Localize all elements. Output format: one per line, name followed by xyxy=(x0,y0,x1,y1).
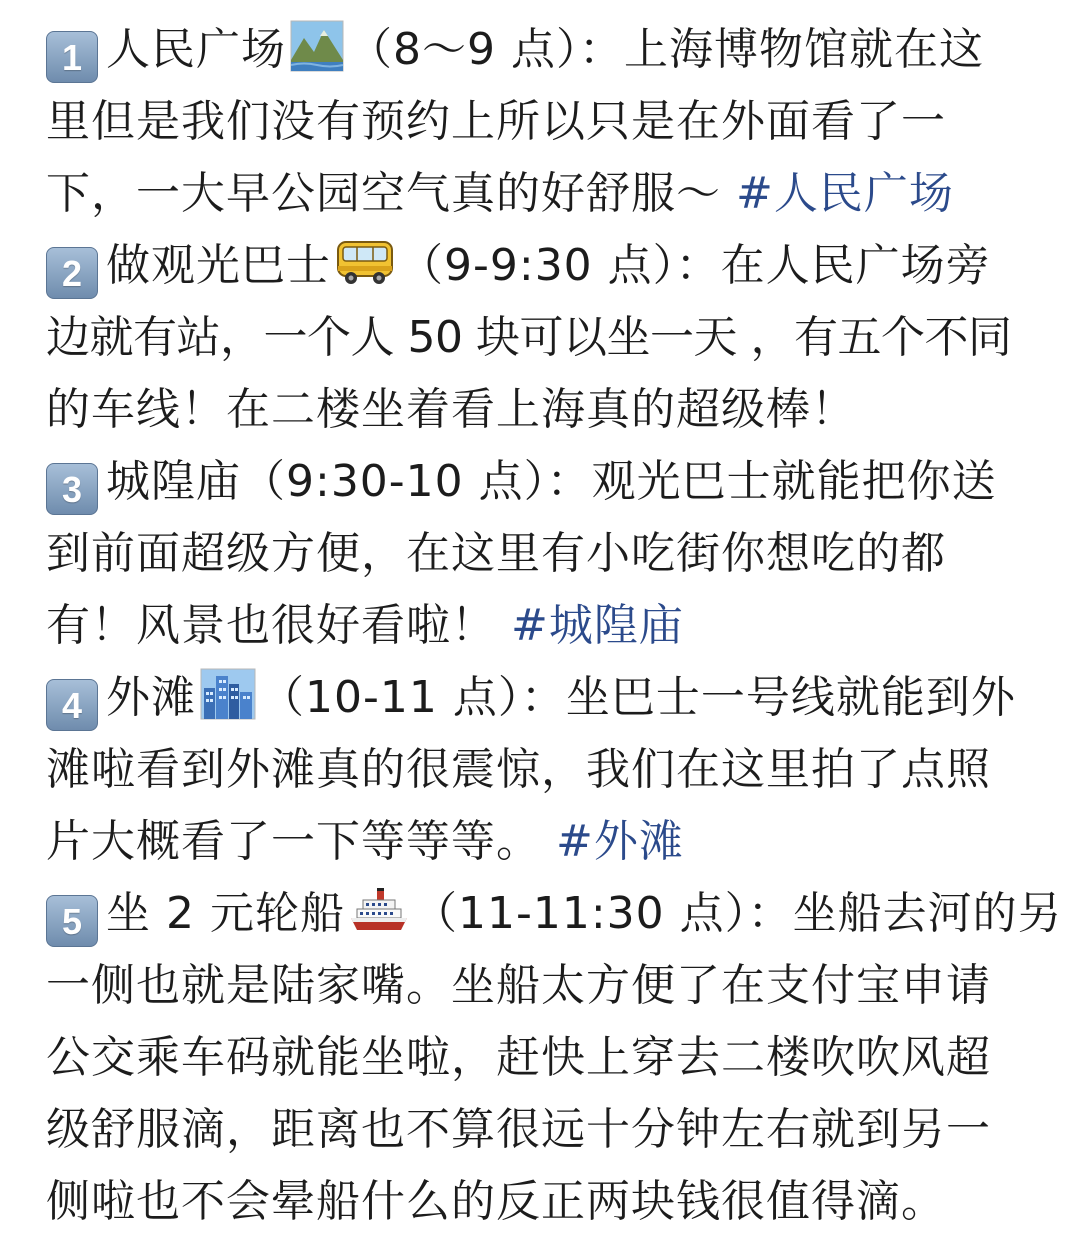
section-1-line-1 xyxy=(46,14,1036,86)
section-1-line-3 xyxy=(46,158,1036,230)
section-3-line-1 xyxy=(46,446,1036,518)
section-5-line-4 xyxy=(46,1094,1036,1166)
section-2-line-1 xyxy=(46,230,1036,302)
section-5-line-3 xyxy=(46,1022,1036,1094)
section-2-line-3 xyxy=(46,374,1036,446)
section-5-line-1-text: （11-11:30 点）：坐船去河的另 xyxy=(412,888,1063,939)
section-1-line-3-text: 下，一大早公园空气真的好舒服～ xyxy=(46,168,736,219)
section-1-line-1-text: （8～9 点）：上海博物馆就在这 xyxy=(348,24,984,75)
post-body xyxy=(46,14,1063,1238)
section-3-line-3-text: 有！风景也很好看啦！ xyxy=(46,600,511,651)
section-5-title: 坐 2 元轮船 xyxy=(106,888,345,939)
section-1-line-2 xyxy=(46,86,1036,158)
section-4-line-2 xyxy=(46,734,1036,806)
cityscape-icon xyxy=(200,668,256,742)
number-5-badge-icon: 5 xyxy=(46,895,98,947)
section-4-line-1-text: （10-11 点）：坐巴士一号线就能到外 xyxy=(260,672,1016,723)
section-5-line-2-text: 一侧也就是陆家嘴。坐船太方便了在支付宝申请 xyxy=(46,960,991,1011)
section-4-line-1 xyxy=(46,662,1036,734)
hashtag-link[interactable]: #人民广场 xyxy=(736,168,954,219)
section-3-line-3 xyxy=(46,590,1036,662)
national-park-icon xyxy=(290,20,344,94)
section-5-line-5 xyxy=(46,1166,1036,1238)
section-3-line-2 xyxy=(46,518,1036,590)
number-2-badge-icon: 2 xyxy=(46,247,98,299)
number-4-badge-icon: 4 xyxy=(46,679,98,731)
section-2-line-2-text: 边就有站，一个人 50 块可以坐一天 ，有五个不同 xyxy=(46,312,1012,363)
number-1-badge-icon: 1 xyxy=(46,31,98,83)
hashtag-link[interactable]: #城隍庙 xyxy=(511,600,684,651)
section-4-title: 外滩 xyxy=(106,672,196,723)
section-2-title: 做观光巴士 xyxy=(106,240,331,291)
section-2-line-1-text: （9-9:30 点）：在人民广场旁 xyxy=(399,240,991,291)
section-1-title: 人民广场 xyxy=(106,24,286,75)
section-3-title: 城隍庙（9:30-10 点）：观光巴士就能把你送 xyxy=(106,456,997,507)
section-4-line-3 xyxy=(46,806,1036,878)
ship-icon xyxy=(349,884,409,958)
section-5-line-4-text: 级舒服滴，距离也不算很远十分钟左右就到另一 xyxy=(46,1104,991,1155)
section-5-line-3-text: 公交乘车码就能坐啦，赶快上穿去二楼吹吹风超 xyxy=(46,1032,991,1083)
section-4-line-2-text: 滩啦看到外滩真的很震惊，我们在这里拍了点照 xyxy=(46,744,991,795)
section-1-line-2-text: 里但是我们没有预约上所以只是在外面看了一 xyxy=(46,96,946,147)
section-3-line-2-text: 到前面超级方便，在这里有小吃街你想吃的都 xyxy=(46,528,946,579)
section-5-line-5-text: 侧啦也不会晕船什么的反正两块钱很值得滴。 xyxy=(46,1176,946,1227)
section-2-line-3-text: 的车线！在二楼坐着看上海真的超级棒！ xyxy=(46,384,856,435)
section-4-line-3-text: 片大概看了一下等等等。 xyxy=(46,816,556,867)
hashtag-link[interactable]: #外滩 xyxy=(556,816,684,867)
section-5-line-2 xyxy=(46,950,1036,1022)
number-3-badge-icon: 3 xyxy=(46,463,98,515)
minibus-icon xyxy=(335,236,395,310)
section-2-line-2 xyxy=(46,302,1036,374)
section-5-line-1 xyxy=(46,878,1063,950)
